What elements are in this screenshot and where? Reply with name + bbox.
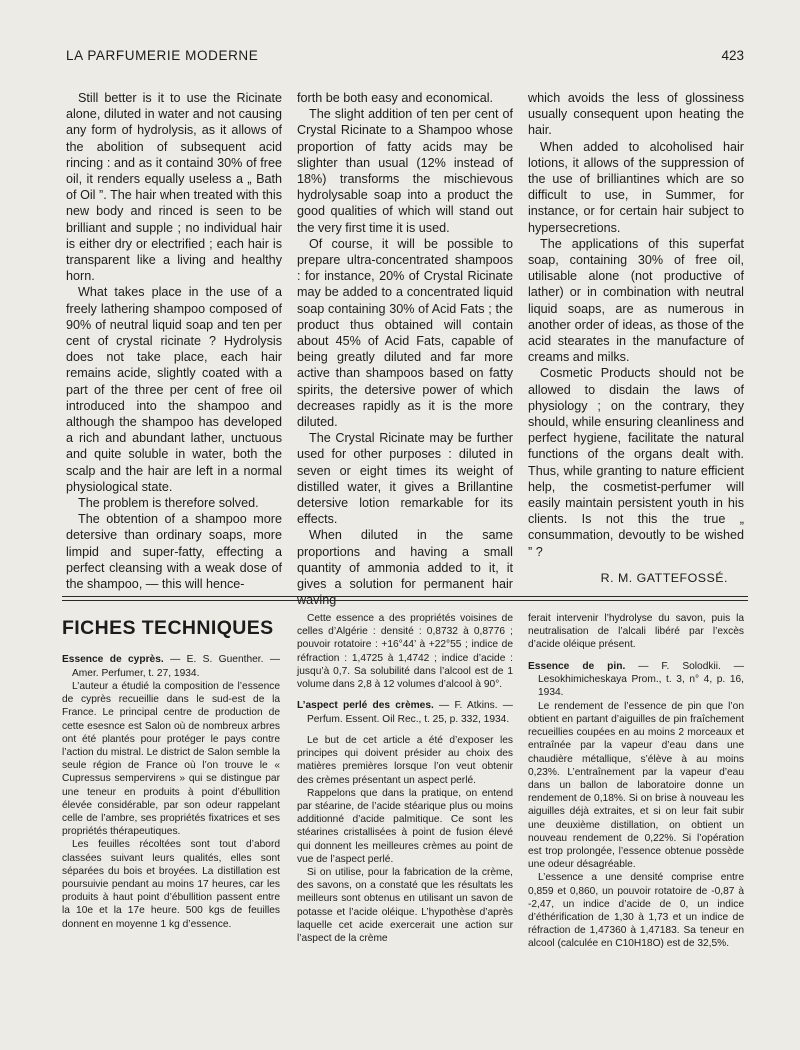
article-column-2	[297, 90, 513, 609]
entry-name: L’aspect perlé des crèmes.	[297, 700, 434, 712]
fiches-column-3	[528, 612, 744, 951]
running-header	[66, 48, 744, 68]
entry-paragraph: Le rendement de l’essence de pin que l’on obtient en partant d’aiguilles de pin fraîchement recueillies coupées en au moins 2 morceaux et entraînée par la vapeur d’eau dans une chaudière métallique, s’élève à au moins 0,23%. L’entraînement par la vapeur d’eau dans un ballon de laboratoire donne un rendement de 0,18%. Si on brise à nouveau les aiguilles déjà extraites, et si on leur fait subir une deuxième distillation, on obtient un nouveau rendement de 0,22%. Si l’opération est trop prolongée, l’essence obtenue possède une odeur désagréable.	[528, 700, 744, 871]
entry-paragraph: Si on utilise, pour la fabrication de la crème, des savons, on a constaté que les résultats les meilleurs sont obtenus en utilisant un savon de potasse et l’acide oléique. L’hypothèse d’après laquelle cet acide exercerait une action sur l’aspect de la crème	[297, 867, 513, 945]
article-paragraph: The slight addition of ten per cent of Crystal Ricinate to a Shampoo whose proportion of fatty acids may be slighter than usual (12% instead of 18%) transforms the mischievous hydrolysable soap into a product the good qualities of which will stand out the very first time it is used.	[297, 107, 513, 235]
entry-heading	[62, 653, 280, 680]
article-paragraph: The Crystal Ricinate may be further used for other purposes : diluted in seven or eight times its weight of distilled water, it gives a Brillantine detersive lotion remarkable for its effects.	[297, 431, 513, 527]
article-column-1	[66, 90, 282, 592]
article-paragraph: which avoids the less of glossiness usually consequent upon heating the hair.	[528, 91, 744, 138]
entry-paragraph: L’auteur a étudié la composition de l’essence de cyprès recueillie dans le sud-est de la France. Le principal centre de production de cette esesnce est Salon où de nombreux arbres ont été plantés pour protéger le pays contre l’action du mistral. Le district de Salon semble la seule région de France où l’on trouve le « Cupressus sempervirens » qui se distingue par une teneur en produits à point d’ébullition élevée considérable, par son odeur rappelant celle de l’ambre, ses propriétés fixatrices et ses propriétés thérapeutiques.	[62, 681, 280, 838]
entry-heading	[528, 660, 744, 700]
section-divider	[62, 600, 748, 601]
entry-paragraph: Rappelons que dans la pratique, on entend par stéarine, de l’acide stéarique plus ou moins additionné d’acide palmitique. Ce sont les stéarines cristallisées à point de fusion élevé qui donnent les meilleures crèmes au point de vue de l’aspect perlé.	[297, 787, 513, 865]
article-paragraph: The problem is therefore solved.	[78, 496, 259, 511]
entry-reference: — F. Atkins. — Perfum. Essent. Oil Rec., t. 25, p. 332, 1934.	[307, 700, 513, 725]
entry-reference: — E. S. Guenther. — Amer. Perfumer, t. 27, 1934.	[72, 654, 281, 679]
entry-heading	[297, 699, 513, 726]
entry-paragraph: ferait intervenir l’hydrolyse du savon, puis la neutralisation de l’alcali libéré par l’excès d’acide oléique présent.	[528, 613, 744, 651]
article-paragraph: forth be both easy and economical.	[297, 91, 494, 105]
article-paragraph: Of course, it will be possible to prepare ultra-concentrated shampoos : for instance, 20% of Crystal Ricinate may be added to a concentrated liquid soap containing 30% of Acid Fats ; the product thus obtained will contain about 45% of Acid Fats, capable of being greatly diluted and far more active than shampoos based on fatty spirits, the detersive power of which decreases rapidly as it is the more diluted.	[297, 236, 513, 430]
article-paragraph: When diluted in the same proportions and having a small quantity of ammonia added to it, it gives a solution for permanent hair waving	[297, 528, 513, 608]
entry-reference: — F. Solodkii. — Lesokhimicheskaya Prom., t. 3, n° 4, p. 16, 1934.	[538, 660, 744, 699]
article-paragraph: What takes place in the use of a freely lathering shampoo composed of 90% of neutral liquid soap and ten per cent of crystal ricinate ? Hydrolysis does not take place, each hair remains acide, slightly coated with a part of the three per cent of free oil introduced into the shampoo and although the shampoo has developed a rich and abundant lather, unctuous and quite soluble in water, both the scalp and the hair are left in a normal physiological state.	[66, 285, 282, 494]
entry-paragraph: Le but de cet article a été d’exposer les principes qui doivent présider au choix des matières premières lorsque l’on veut obtenir des crèmes présentant un aspect perlé.	[297, 735, 513, 786]
fiches-column-1	[62, 612, 280, 931]
article-paragraph: When added to alcoholised hair lotions, it allows of the suppression of the use of brilliantines which are so difficult to use, in Summer, for instance, or for certain hair subject to hypersecretions.	[528, 139, 744, 235]
entry-name: Essence de pin.	[528, 660, 626, 672]
section-title: FICHES TECHNIQUES	[62, 617, 274, 639]
entry-paragraph: Cette essence a des propriétés voisines de celles d’Algérie : densité : 0,8732 à 0,8776 ; pouvoir rotatoire : +16°44’ à +22°55 ; indice de réfraction : 1,4725 à 1,4742 ; indice d’acide : jusqu’à 0,7. Sa solubilité dans l’alcool est de 1 volume dans 2,8 à 12 volumes d’alcool à 90°.	[297, 613, 513, 691]
journal-title: LA PARFUMERIE MODERNE	[66, 48, 259, 63]
article-column-3	[528, 90, 744, 586]
fiches-column-2	[297, 612, 513, 945]
author-signature: R. M. GATTEFOSSÉ.	[600, 570, 728, 585]
article-paragraph: Still better is it to use the Ricinate alone, diluted in water and not causing any form of hydrolysis, as it allows of the abolition of subsequent acid rincing : and as it containd 30% of free oil, it renders equally useless a „ Bath of Oil ”. The hair when treated with this new body and rinced is seen to be brilliant and supple ; no individual hair is either dry or electrified ; each hair is transparent like a living and healthy horn.	[66, 91, 282, 284]
article-paragraph: Cosmetic Products should not be allowed to disdain the laws of physiology ; on the contrary, they should, while ensuring cleanliness and perfect hygiene, facilitate the natural functions of the organs dealt with. Thus, while granting to nature efficient help, the cosmetist-perfumer will easily maintain persistent youth in his clients. Is not this the true „ consummation, devoutly to be wished ” ?	[528, 366, 744, 559]
article-paragraph: The applications of this superfat soap, containing 30% of free oil, utilisable alone (not productive of lather) or in combination with neutral liquid soaps, are as numerous in another order of ideas, as those of the acid stearates in the manufacture of creams and milks.	[528, 236, 744, 365]
page-number: 423	[721, 48, 744, 63]
entry-name: Essence de cyprès.	[62, 654, 164, 666]
article-paragraph: The obtention of a shampoo more detersive than ordinary soaps, more limpid and super-fatty, effecting a perfect cleansing with a weak dose of the shampoo, — this will hence-	[66, 512, 282, 592]
section-divider	[62, 596, 748, 597]
entry-paragraph: Les feuilles récoltées sont tout d’abord classées suivant leurs qualités, elles sont séparées du bois et broyées. La distillation est poursuivie pendant au moins 17 heures, car les produits à haut point d’ébullition passent entre la 10e et la 17e heure. 500 kgs de feuilles donnent en moyenne 1 kg d’essence.	[62, 839, 280, 930]
entry-paragraph: L’essence a une densité comprise entre 0,859 et 0,860, un pouvoir rotatoire de -0,87 à -2,47, un indice d’acide de 0, un indice d’éthérification de 1,30 à 1,73 et un indice de réfraction de 1,47360 à 1,47183. Sa teneur en alcool (calculée en C10H18O) est de 32,5%.	[528, 872, 744, 950]
